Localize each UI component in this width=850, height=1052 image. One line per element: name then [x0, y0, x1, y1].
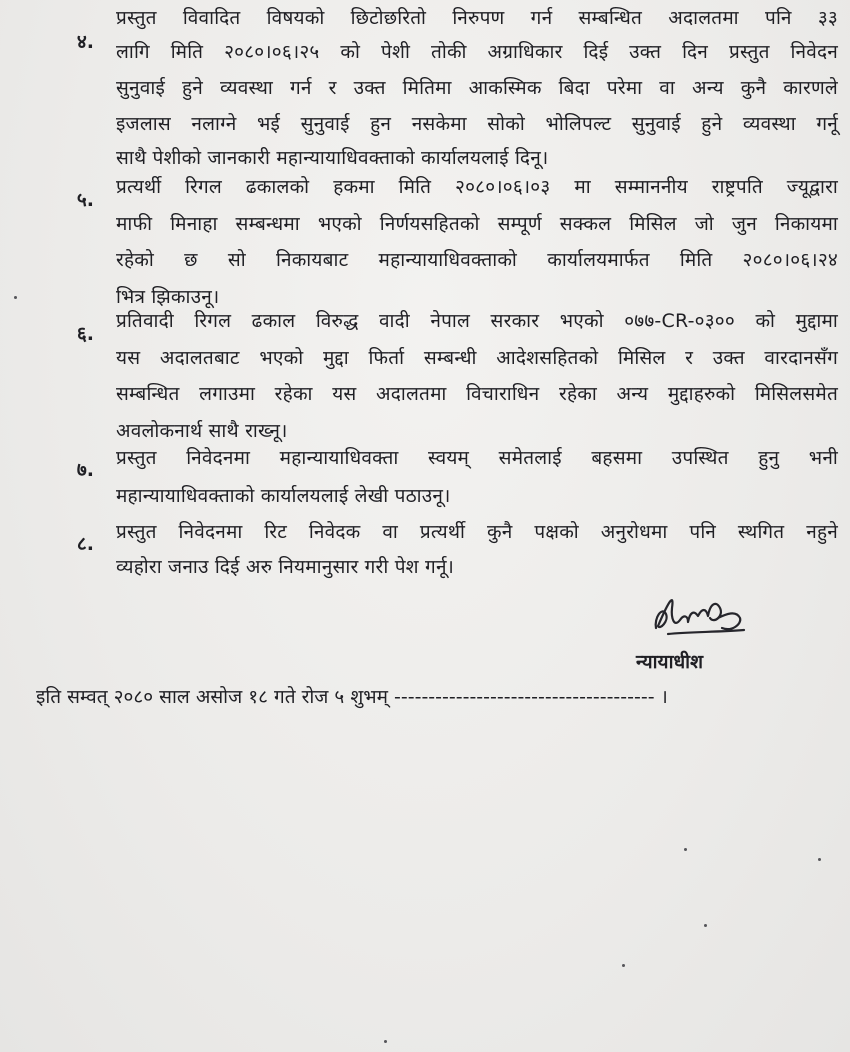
item-line: भित्र झिकाउनू।	[116, 286, 220, 308]
scan-speck	[14, 296, 17, 299]
scan-speck	[384, 1040, 387, 1043]
scan-speck	[704, 924, 707, 927]
item-line: प्रत्यर्थी रिगल ढकालको हकमा मिति २०८०।०६।०३ मा सम्माननीय राष्ट्रपति ज्यूद्वारा	[116, 176, 838, 198]
scan-speck	[818, 858, 821, 861]
item-line: अवलोकनार्थ साथै राख्नू।	[116, 420, 288, 442]
item-number: ४.	[76, 31, 94, 53]
judge-signature	[648, 588, 748, 644]
item-line: रहेको छ सो निकायबाट महान्यायाधिवक्ताको कार्यालयमार्फत मिति २०८०।०६।२४	[116, 249, 838, 271]
scan-speck	[684, 848, 687, 851]
item-line: प्रस्तुत निवेदनमा महान्यायाधिवक्ता स्वयम् समेतलाई बहसमा उपस्थित हुनु भनी	[116, 447, 838, 469]
item-line: सम्बन्धित लगाउमा रहेका यस अदालतमा विचाराधिन रहेका अन्य मुद्दाहरुको मिसिलसमेत	[116, 383, 838, 405]
scan-speck	[622, 964, 625, 967]
item-number: ६.	[76, 323, 94, 345]
item-line: साथै पेशीको जानकारी महान्यायाधिवक्ताको कार्यालयलाई दिनू।	[116, 147, 549, 169]
item-line: लागि मिति २०८०।०६।२५ को पेशी तोकी अग्राधिकार दिई उक्त दिन प्रस्तुत निवेदन	[116, 41, 838, 63]
item-line: माफी मिनाहा सम्बन्धमा भएको निर्णयसहितको सम्पूर्ण सक्कल मिसिल जो जुन निकायमा	[116, 213, 838, 235]
item-line: सुनुवाई हुने व्यवस्था गर्न र उक्त मितिमा आकस्मिक बिदा परेमा वा अन्य कुनै कारणले	[116, 77, 838, 99]
item-line: प्रस्तुत निवेदनमा रिट निवेदक वा प्रत्यर्थी कुनै पक्षको अनुरोधमा पनि स्थगित नहुने	[116, 521, 838, 543]
item-line: महान्यायाधिवक्ताको कार्यालयलाई लेखी पठाउनू।	[116, 485, 451, 507]
item-number: ५.	[76, 189, 94, 211]
item-number: ८.	[76, 533, 94, 555]
item-line: व्यहोरा जनाउ दिई अरु नियमानुसार गरी पेश गर्नू।	[116, 556, 455, 578]
item-number: ७.	[76, 459, 94, 481]
closing-line: इति सम्वत् २०८० साल असोज १८ गते रोज ५ शुभम् -------------------------------------- ।	[36, 686, 668, 708]
item-line: यस अदालतबाट भएको मुद्दा फिर्ता सम्बन्धी आदेशसहितको मिसिल र उक्त वारदानसँग	[116, 347, 838, 369]
item-line: प्रतिवादी रिगल ढकाल विरुद्ध वादी नेपाल सरकार भएको ०७७-CR-०३०० को मुद्दामा	[116, 310, 838, 332]
judge-title: न्यायाधीश	[636, 651, 704, 673]
item-line: इजलास नलाग्ने भई सुनुवाई हुन नसकेमा सोको भोलिपल्ट सुनुवाई हुने व्यवस्था गर्नू	[116, 113, 838, 135]
item-line: प्रस्तुत विवादित विषयको छिटोछरितो निरुपण गर्न सम्बन्धित अदालतमा पनि ३३	[116, 7, 838, 29]
